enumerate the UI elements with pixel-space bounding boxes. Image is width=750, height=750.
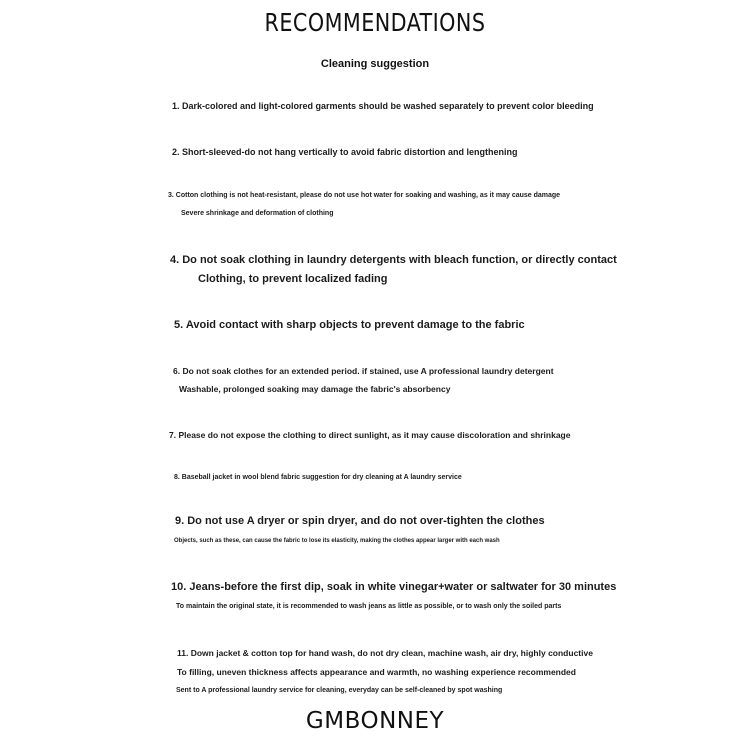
item-5-line-1: 5. Avoid contact with sharp objects to prevent damage to the fabric (174, 319, 525, 331)
item-9-line-2: Objects, such as these, can cause the fabric to lose its elasticity, making the clothes appear larger with each wash (174, 538, 500, 544)
item-2-line-1: 2. Short-sleeved-do not hang vertically to avoid fabric distortion and lengthening (172, 147, 518, 157)
item-6-line-2: Washable, prolonged soaking may damage the fabric's absorbency (179, 384, 451, 394)
item-9-line-1: 9. Do not use A dryer or spin dryer, and do not over-tighten the clothes (175, 515, 545, 527)
item-7-line-1: 7. Please do not expose the clothing to direct sunlight, as it may cause discoloration and shrinkage (169, 430, 571, 440)
item-3-line-2: Severe shrinkage and deformation of clothing (181, 210, 334, 217)
item-1-line-1: 1. Dark-colored and light-colored garments should be washed separately to prevent color bleeding (172, 101, 594, 111)
item-8-line-1: 8. Baseball jacket in wool blend fabric suggestion for dry cleaning at A laundry service (174, 474, 462, 481)
brand-logo-text: GMBONNEY (305, 708, 445, 734)
item-11-line-2: To filling, uneven thickness affects appearance and warmth, no washing experience recommended (177, 667, 576, 677)
item-10-line-1: 10. Jeans-before the first dip, soak in white vinegar+water or saltwater for 30 minutes (171, 581, 617, 593)
item-4-line-1: 4. Do not soak clothing in laundry detergents with bleach function, or directly contact (170, 254, 617, 266)
item-10-line-2: To maintain the original state, it is recommended to wash jeans as little as possible, or to wash only the soiled parts (176, 603, 562, 610)
page-subtitle: Cleaning suggestion (320, 58, 430, 70)
item-11-line-1: 11. Down jacket & cotton top for hand wash, do not dry clean, machine wash, air dry, highly conductive (177, 648, 593, 658)
item-6-line-1: 6. Do not soak clothes for an extended period. if stained, use A professional laundry detergent (173, 366, 554, 376)
item-4-line-2: Clothing, to prevent localized fading (198, 273, 388, 285)
item-11-line-3: Sent to A professional laundry service for cleaning, everyday can be self-cleaned by spot washing (176, 687, 503, 694)
page-title: RECOMMENDATIONS (264, 8, 486, 37)
item-3-line-1: 3. Cotton clothing is not heat-resistant, please do not use hot water for soaking and washing, as it may cause damage (168, 192, 561, 199)
